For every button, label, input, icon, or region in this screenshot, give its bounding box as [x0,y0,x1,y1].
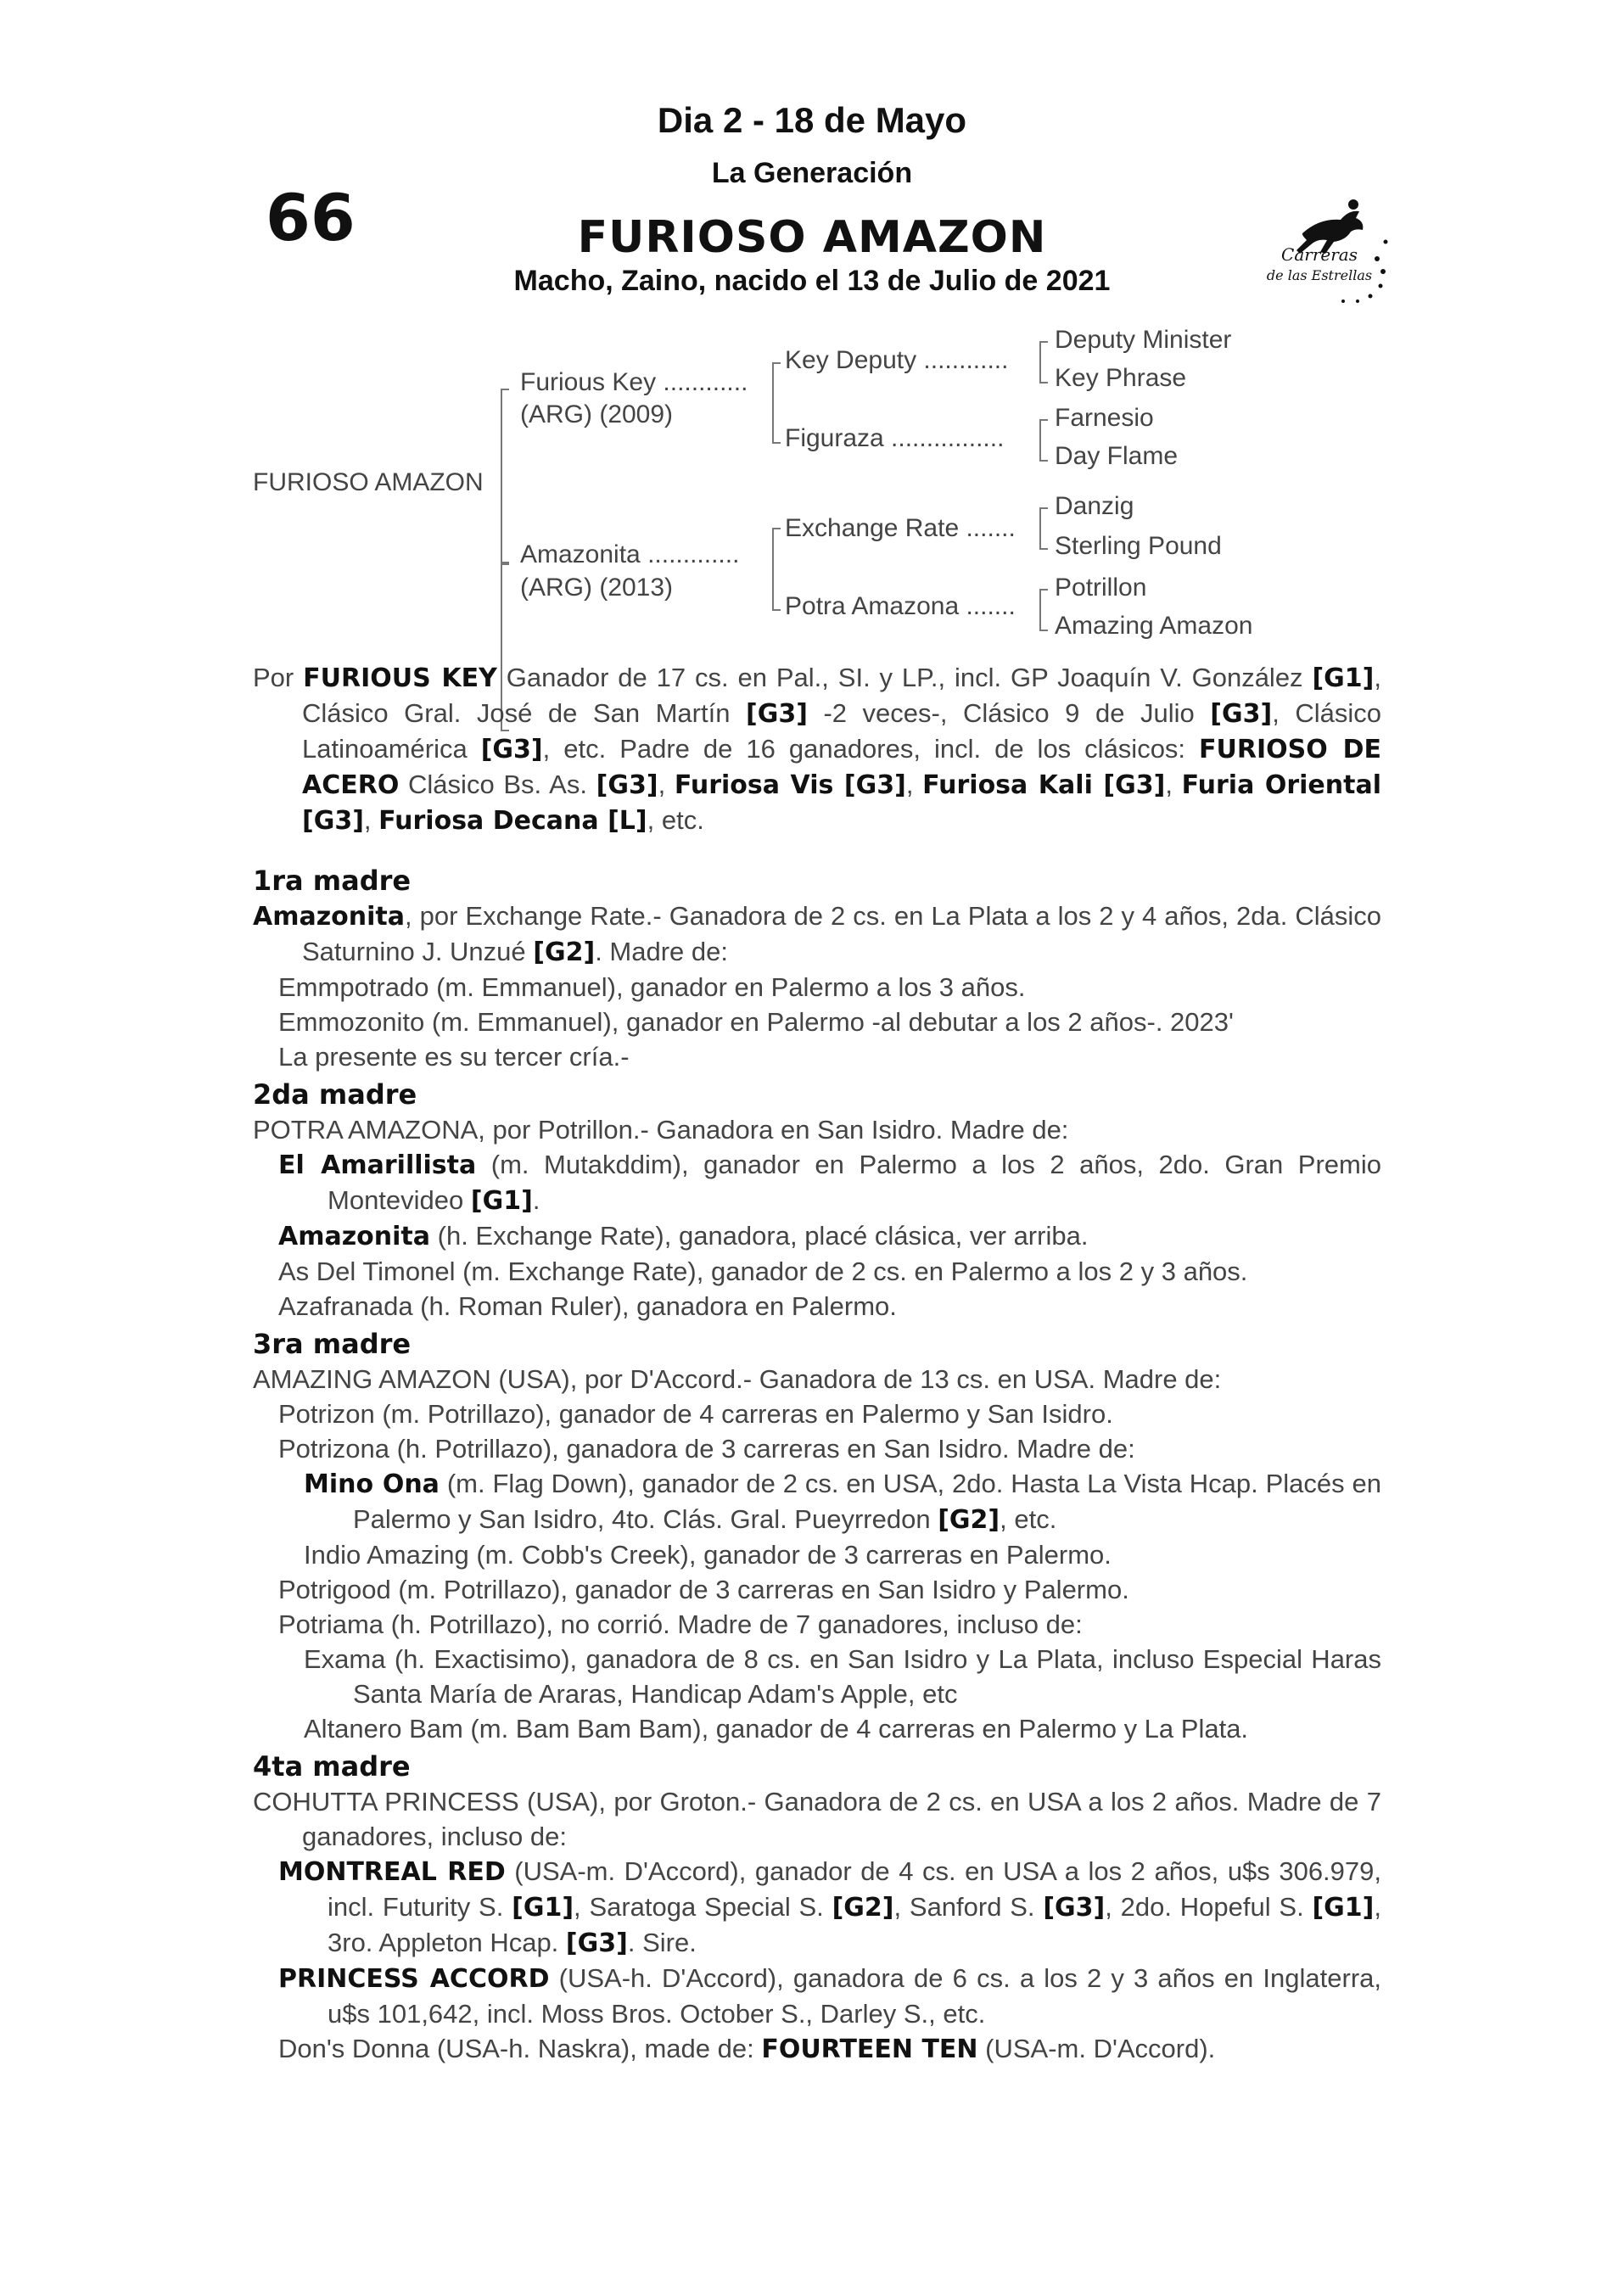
bracket-sire [501,389,509,565]
pedigree-sire-sire: Key Deputy ............ [785,346,1009,374]
pedigree-dam-dam: Potra Amazona ....... [785,592,1016,620]
produce-line: Altanero Bam (m. Bam Bam Bam), ganador de 4 carreras en Palermo y La Plata. [304,1714,1249,1744]
pedigree-sire-origin: (ARG) (2009) [520,400,674,428]
bracket-g4 [1039,589,1048,631]
produce-line: Don's Donna (USA-h. Naskra), made de: FOURTEEN TEN (USA-m. D'Accord). [278,2034,1216,2064]
pedigree-ggp: Amazing Amazon [1055,612,1253,640]
bracket-dam-sire [772,528,781,611]
produce-line: Potrizon (m. Potrillazo), ganador de 4 carreras en Palermo y San Isidro. [278,1399,1113,1429]
third-dam-heading: 3ra madre [253,1328,412,1360]
pedigree-dam-sire: Exchange Rate ....... [785,514,1016,542]
produce-line: As Del Timonel (m. Exchange Rate), ganador de 2 cs. en Palermo a los 2 y 3 años. [278,1257,1248,1286]
produce-line: Potrigood (m. Potrillazo), ganador de 3 carreras en San Isidro y Palermo. [278,1575,1129,1604]
produce-line: Potriama (h. Potrillazo), no corrió. Madre de 7 ganadores, incluso de: [278,1609,1083,1639]
second-dam-intro: POTRA AMAZONA, por Potrillon.- Ganadora en San Isidro. Madre de: [253,1115,1069,1145]
pedigree-ggp: Farnesio [1055,404,1154,432]
logo-line1: Carreras [1281,244,1358,265]
produce-line: Potrizona (h. Potrillazo), ganadora de 3 carreras en San Isidro. Madre de: [278,1434,1135,1464]
produce-line: Exama (h. Exactisimo), ganadora de 8 cs. en San Isidro y La Plata, incluso Especial Haras Santa María de Araras, Handicap Adam's Apple, etc [304,1644,1381,1709]
produce-line: PRINCESS ACCORD (USA-h. D'Accord), ganadora de 6 cs. a los 2 y 3 años en Inglaterra, u$s 101,642, incl. Moss Bros. October S., Darley S., etc. [278,1963,1382,2029]
produce-line: Mino Ona (m. Flag Down), ganador de 2 cs. en USA, 2do. Hasta La Vista Hcap. Placés en Palermo y San Isidro, 4to. Clás. Gral. Pueyrredon [G2], etc. [304,1469,1381,1535]
fourth-dam-heading: 4ta madre [253,1750,411,1783]
horse-name: FURIOSO AMAZON [577,212,1047,263]
pedigree-dam: Amazonita ............. [520,540,740,568]
pedigree-horse: FURIOSO AMAZON [253,468,484,496]
horse-description: Macho, Zaino, nacido el 13 de Julio de 2021 [513,265,1111,297]
fourth-dam-intro: COHUTTA PRINCESS (USA), por Groton.- Ganadora de 2 cs. en USA a los 2 años. Madre de 7 ganadores, incluso de: [253,1787,1381,1851]
produce-line: Indio Amazing (m. Cobb's Creek), ganador de 3 carreras en Palermo. [304,1540,1112,1570]
third-dam-intro: AMAZING AMAZON (USA), por D'Accord.- Ganadora de 13 cs. en USA. Madre de: [253,1364,1222,1394]
sale-day: Dia 2 - 18 de Mayo [657,100,967,140]
sire-paragraph: Por FURIOUS KEY Ganador de 17 cs. en Pal., SI. y LP., incl. GP Joaquín V. González [G1], Clásico Gral. José de San Martín [G3] -2 veces-, Clásico 9 de Julio [G3], Clásico Latinoamérica [G3], etc. Padre de 16 ganadores, incl. de los clásicos: FURIOSO DE ACERO Clásico Bs. As. [G3], Furiosa Vis [G3], Furiosa Kali [G3], Furia Oriental [G3], Furiosa Decana [L], etc. [253,663,1381,836]
pedigree-ggp: Potrillon [1055,574,1147,602]
produce-line: MONTREAL RED (USA-m. D'Accord), ganador de 4 cs. en USA a los 2 años, u$s 306.979, incl. Futurity S. [G1], Saratoga Special S. [G2], Sanford S. [G3], 2do. Hopeful S. [G1], 3ro. Appleton Hcap. [G3]. Sire. [278,1856,1382,1958]
pedigree-ggp: Day Flame [1055,442,1179,470]
first-dam-heading: 1ra madre [253,865,412,897]
lot-number: 66 [266,180,356,255]
pedigree-ggp: Key Phrase [1055,364,1187,392]
bracket-g1 [1039,341,1048,383]
produce-line: La presente es su tercer cría.- [278,1042,630,1072]
pedigree-dam-origin: (ARG) (2013) [520,574,674,602]
pedigree-ggp: Deputy Minister [1055,326,1232,354]
carreras-logo [1235,182,1404,310]
pedigree-sire-dam: Figuraza ................ [785,424,1005,452]
pedigree-sire: Furious Key ............ [520,368,748,396]
produce-line: Amazonita (h. Exchange Rate), ganadora, placé clásica, ver arriba. [278,1221,1089,1251]
bracket-g3 [1039,507,1048,550]
pedigree-ggp: Sterling Pound [1055,532,1222,560]
bracket-g2 [1039,419,1048,462]
produce-line: Azafranada (h. Roman Ruler), ganadora en Palermo. [278,1291,897,1321]
bracket-sire-sire [772,362,781,444]
produce-line: Emmpotrado (m. Emmanuel), ganador en Palermo a los 3 años. [278,972,1026,1002]
produce-line: El Amarillista (m. Mutakddim), ganador en Palermo a los 2 años, 2do. Gran Premio Montevideo [G1]. [278,1150,1381,1216]
first-dam-entry: Amazonita, por Exchange Rate.- Ganadora de 2 cs. en La Plata a los 2 y 4 años, 2da. Clásico Saturnino J. Unzué [G2]. Madre de: [253,901,1381,967]
generation-title: La Generación [711,157,913,189]
pedigree-ggp: Danzig [1055,492,1134,520]
catalogue-body [253,660,1381,2067]
logo-line2: de las Estrellas [1266,267,1373,283]
produce-line: Emmozonito (m. Emmanuel), ganador en Palermo -al debutar a los 2 años-. 2023' [278,1007,1234,1037]
second-dam-heading: 2da madre [253,1078,417,1111]
